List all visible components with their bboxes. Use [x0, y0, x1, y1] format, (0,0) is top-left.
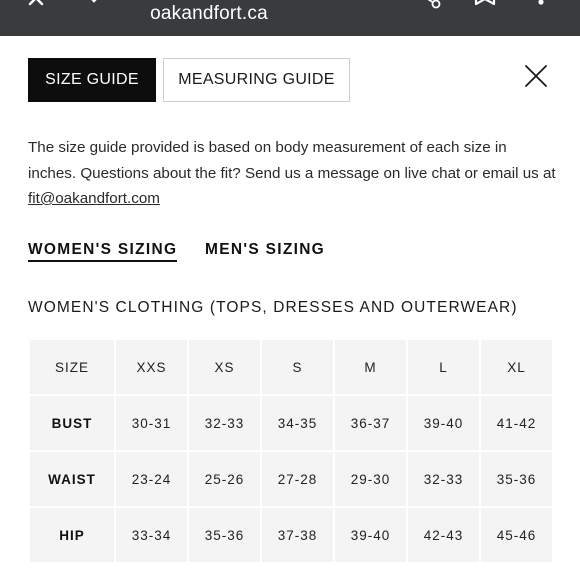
tab-mens-sizing[interactable]: MEN'S SIZING: [205, 241, 326, 258]
table-cell: 45-46: [481, 508, 552, 562]
table-header-cell: XXS: [116, 340, 187, 394]
table-header-cell: L: [408, 340, 479, 394]
table-cell: 39-40: [335, 508, 406, 562]
table-cell: 35-36: [481, 452, 552, 506]
table-cell: 37-38: [262, 508, 333, 562]
table-cell: 36-37: [335, 396, 406, 450]
share-icon[interactable]: [420, 0, 444, 12]
close-icon[interactable]: [522, 62, 550, 90]
table-cell: 30-31: [116, 396, 187, 450]
table-cell: 35-36: [189, 508, 260, 562]
table-cell: 32-33: [189, 396, 260, 450]
table-header-cell: XL: [481, 340, 552, 394]
table-cell: 42-43: [408, 508, 479, 562]
tab-measuring-guide[interactable]: MEASURING GUIDE: [163, 58, 350, 102]
table-cell: 29-30: [335, 452, 406, 506]
browser-toolbar: [0, 0, 580, 36]
table-row: [30, 396, 552, 450]
table-row: [30, 508, 552, 562]
table-cell: 41-42: [481, 396, 552, 450]
row-label: BUST: [30, 396, 114, 450]
bookmark-icon[interactable]: [473, 0, 497, 10]
table-cell: 32-33: [408, 452, 479, 506]
url-bar[interactable]: oakandfort.ca: [150, 3, 268, 24]
table-header-cell: S: [262, 340, 333, 394]
table-header-row: [30, 340, 552, 394]
table-cell: 25-26: [189, 452, 260, 506]
size-guide-intro: [28, 135, 558, 212]
table-header-cell: M: [335, 340, 406, 394]
table-row: [30, 452, 552, 506]
tab-womens-sizing[interactable]: WOMEN'S SIZING: [28, 241, 177, 262]
table-cell: 27-28: [262, 452, 333, 506]
section-title: WOMEN'S CLOTHING (TOPS, DRESSES AND OUTERWEAR): [28, 299, 518, 316]
email-link[interactable]: fit@oakandfort.com: [28, 190, 160, 207]
table-header-cell: XS: [189, 340, 260, 394]
table-cell: 33-34: [116, 508, 187, 562]
intro-text: The size guide provided is based on body measurement of each size in inches. Questions about the fit? Send us a message on live chat or email us at: [28, 139, 556, 182]
more-icon[interactable]: [536, 0, 546, 8]
table-cell: 23-24: [116, 452, 187, 506]
table-header-cell: SIZE: [30, 340, 114, 394]
size-table: [28, 338, 554, 564]
row-label: HIP: [30, 508, 114, 562]
table-cell: 39-40: [408, 396, 479, 450]
table-cell: 34-35: [262, 396, 333, 450]
tab-size-guide[interactable]: SIZE GUIDE: [28, 58, 156, 102]
row-label: WAIST: [30, 452, 114, 506]
